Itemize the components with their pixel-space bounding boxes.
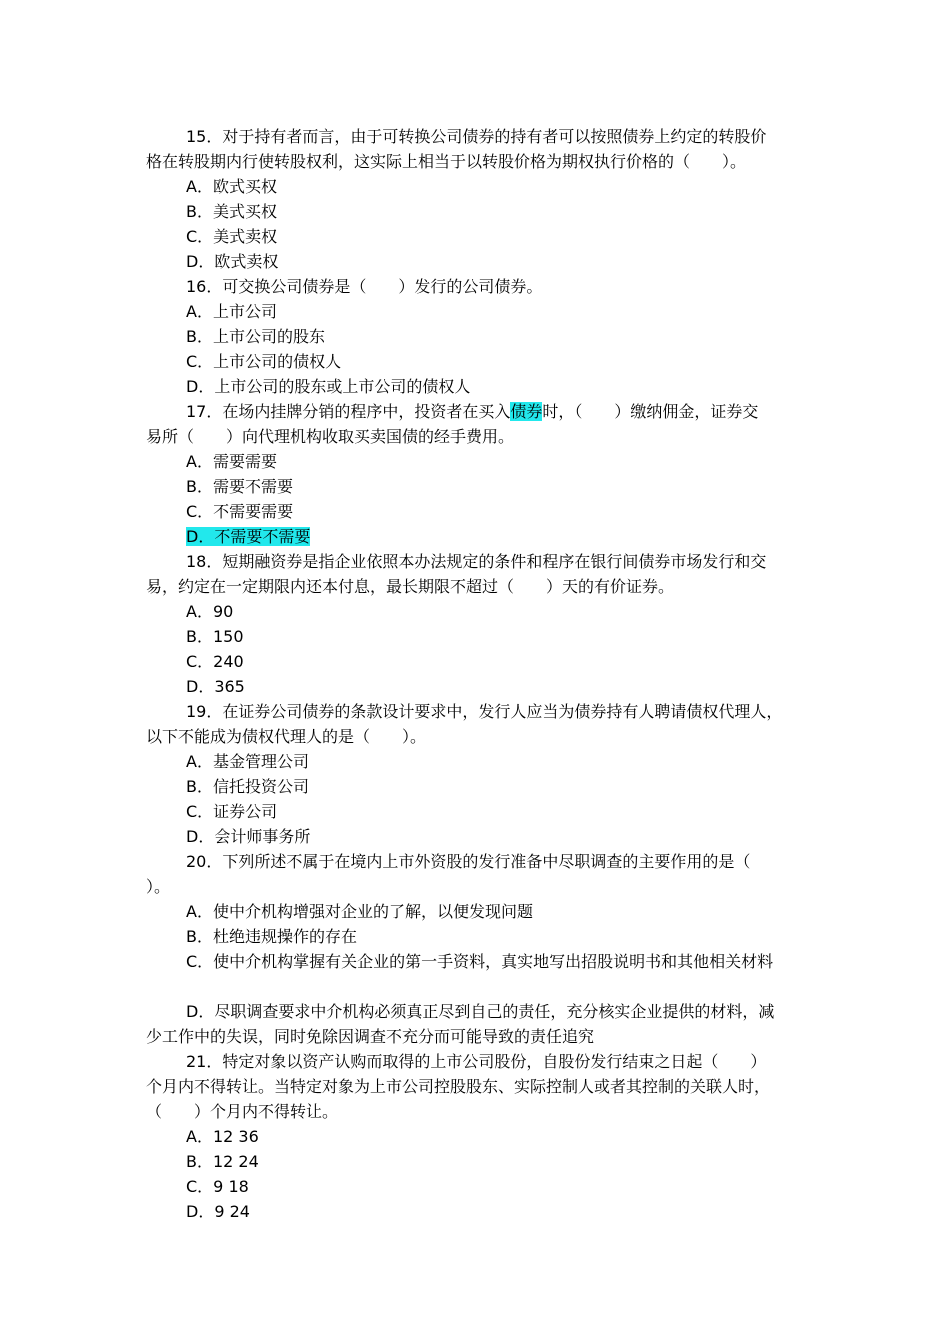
q21-option-b: B．12 24 xyxy=(186,1152,259,1171)
q17-option-a: A．需要需要 xyxy=(186,452,277,471)
q18-option-b: B．150 xyxy=(186,627,244,646)
q17-line2: 易所（ ）向代理机构收取买卖国债的经手费用。 xyxy=(146,427,515,446)
q19-option-d: D．会计师事务所 xyxy=(186,827,311,846)
q16-option-a: A．上市公司 xyxy=(186,302,277,321)
q17-line1-before: 17．在场内挂牌分销的程序中，投资者在买入 xyxy=(186,402,511,421)
q18-option-a: A．90 xyxy=(186,602,234,621)
q20-option-d-line2: 少工作中的失误，同时免除因调查不充分而可能导致的责任追究 xyxy=(146,1027,595,1046)
q17-option-c: C．不需要需要 xyxy=(186,502,294,521)
q17-line1-after: 时，（ ）缴纳佣金，证券交 xyxy=(542,402,759,421)
q17-highlighted-term: 债券 xyxy=(510,402,543,421)
q18-line1: 18．短期融资券是指企业依照本办法规定的条件和程序在银行间债券市场发行和交 xyxy=(186,552,767,571)
q16-option-d: D．上市公司的股东或上市公司的债权人 xyxy=(186,377,471,396)
q15-option-b: B．美式买权 xyxy=(186,202,277,221)
q19-line2: 以下不能成为债权代理人的是（ ）。 xyxy=(146,727,427,746)
q21-option-a: A．12 36 xyxy=(186,1127,259,1146)
q20-option-c: C．使中介机构掌握有关企业的第一手资料，真实地写出招股说明书和其他相关材料 xyxy=(186,952,774,971)
q21-line1: 21．特定对象以资产认购而取得的上市公司股份，自股份发行结束之日起（ ） xyxy=(186,1052,767,1071)
q19-option-c: C．证券公司 xyxy=(186,802,278,821)
q21-line3: （ ）个月内不得转让。 xyxy=(146,1102,339,1121)
q20-line2: ）。 xyxy=(146,877,171,896)
q15-option-a: A．欧式买权 xyxy=(186,177,277,196)
q20-option-d-line1: D．尽职调查要求中介机构必须真正尽到自己的责任，充分核实企业提供的材料，减 xyxy=(186,1002,775,1021)
q15-option-d: D．欧式卖权 xyxy=(186,252,279,271)
q16-option-b: B．上市公司的股东 xyxy=(186,327,325,346)
blank-line xyxy=(146,974,818,999)
q17-option-b: B．需要不需要 xyxy=(186,477,293,496)
q19-option-a: A．基金管理公司 xyxy=(186,752,309,771)
q17-option-d xyxy=(146,524,818,549)
q16-line1: 16．可交换公司债券是（ ）发行的公司债券。 xyxy=(186,277,543,296)
q20-option-b: B．杜绝违规操作的存在 xyxy=(186,927,357,946)
q18-option-d: D．365 xyxy=(186,677,245,696)
q21-option-c: C．9 18 xyxy=(186,1177,249,1196)
q20-option-a: A．使中介机构增强对企业的了解，以便发现问题 xyxy=(186,902,533,921)
q21-line2: 个月内不得转让。当特定对象为上市公司控股股东、实际控制人或者其控制的关联人时， xyxy=(146,1077,771,1096)
q21-option-d: D．9 24 xyxy=(186,1202,250,1221)
q17-line1 xyxy=(146,399,818,424)
q18-line2: 易，约定在一定期限内还本付息，最长期限不超过（ ）天的有价证券。 xyxy=(146,577,675,596)
q18-option-c: C．240 xyxy=(186,652,244,671)
q15-line2: 格在转股期内行使转股权利，这实际上相当于以转股价格为期权执行价格的（ ）。 xyxy=(146,152,747,171)
q15-option-c: C．美式卖权 xyxy=(186,227,278,246)
document-body xyxy=(146,124,818,1224)
q17-option-d-highlighted: D．不需要不需要 xyxy=(186,527,311,546)
q19-line1: 19．在证券公司债券的条款设计要求中，发行人应当为债券持有人聘请债权代理人， xyxy=(186,702,783,721)
q16-option-c: C．上市公司的债权人 xyxy=(186,352,342,371)
q15-line1: 15．对于持有者而言，由于可转换公司债券的持有者可以按照债券上约定的转股价 xyxy=(186,127,767,146)
q20-line1: 20．下列所述不属于在境内上市外资股的发行准备中尽职调查的主要作用的是（ xyxy=(186,852,751,871)
q19-option-b: B．信托投资公司 xyxy=(186,777,309,796)
